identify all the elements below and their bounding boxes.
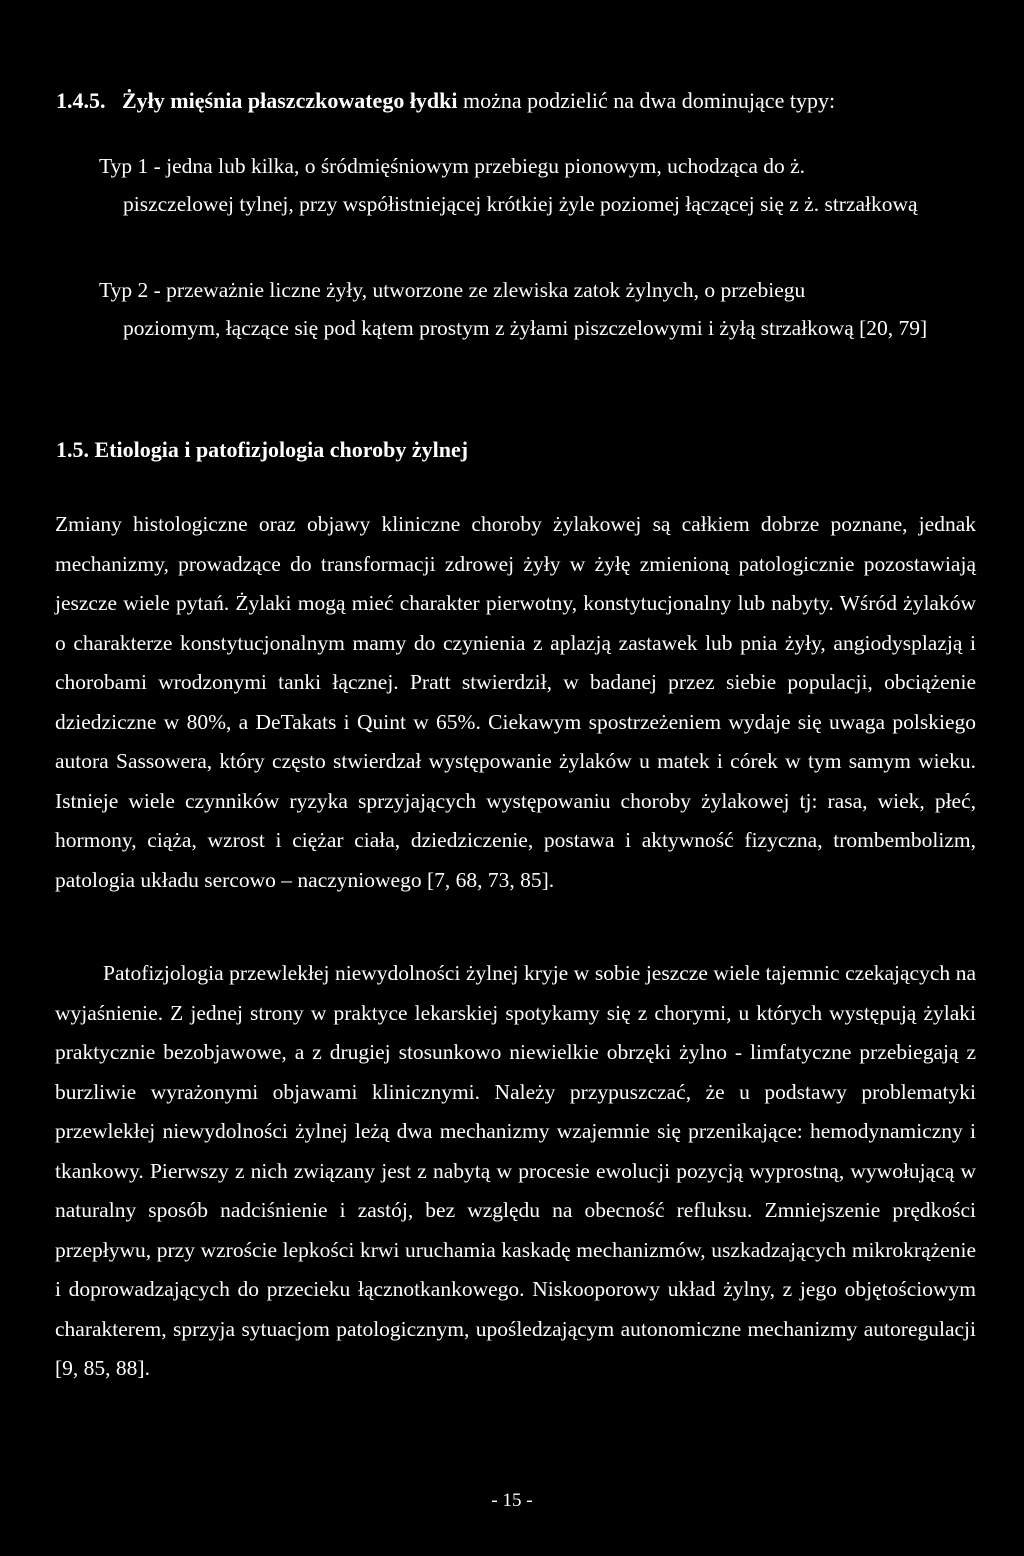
section-title-rest: można podzielić na dwa dominujące typy: bbox=[463, 88, 836, 113]
type-1-lead: Typ 1 - jedna lub kilka, o śródmięśniowym przebiegu pionowym, uchodząca do ż. bbox=[99, 154, 806, 178]
section-number: 1.4.5. bbox=[56, 88, 106, 113]
paragraph-pathophysiology: Patofizjologia przewlekłej niewydolności żylnej kryje w sobie jeszcze wiele tajemnic czekających na wyjaśnienie. Z jednej strony w praktyce lekarskiej spotykamy się z chorymi, u których występują żylaki praktycznie bezobjawowe, a z drugiej stosunkowo niewielkie obrzęki żylno - limfatyczne przebiegają z burzliwie wyrażonymi objawami klinicznymi. Należy przypuszczać, że u podstawy problematyki przewlekłej niewydolności żylnej leżą dwa mechanizmy wzajemnie się przenikające: hemodynamiczny i tkankowy. Pierwszy z nich związany jest z nabytą w procesie ewolucji pozycją wyprostną, wywołującą w naturalny sposób nadciśnienie i zastój, bez względu na obecność refluksu. Zmniejszenie prędkości przepływu, przy wzroście lepkości krwi uruchamia kaskadę mechanizmów, uszkadzających mikrokrążenie i doprowadzających do przecieku łącznotkankowego. Niskooporowy układ żylny, z jego objętościowym charakterem, sprzyja sytuacjom patologicznym, upośledzającym autonomiczne mechanizmy autoregulacji [9, 85, 88]. bbox=[55, 961, 976, 1380]
page-number: - 15 - bbox=[491, 1490, 533, 1511]
type-2-lead: Typ 2 - przeważnie liczne żyły, utworzone ze zlewiska zatok żylnych, o przebiegu bbox=[99, 278, 806, 302]
section-heading-1-5: 1.5. Etiologia i patofizjologia choroby żylnej bbox=[56, 437, 469, 462]
paragraph-etiology bbox=[55, 505, 976, 900]
section-heading-1-4-5 bbox=[56, 86, 966, 116]
type-1-description bbox=[99, 147, 971, 223]
type-2-continuation: poziomym, łączące się pod kątem prostym z żyłami piszczelowymi i żyłą strzałkową [20, 79] bbox=[123, 316, 928, 340]
type-1-continuation: piszczelowej tylnej, przy współistniejącej krótkiej żyle poziomej łączącej się z ż. strzałkową bbox=[123, 192, 918, 216]
paragraph-etiology-text: Zmiany histologiczne oraz objawy kliniczne choroby żylakowej są całkiem dobrze poznane, jednak mechanizmy, prowadzące do transformacji zdrowej żyły w żyłę zmienioną patologicznie pozostawiają jeszcze wiele pytań. Żylaki mogą mieć charakter pierwotny, konstytucjonalny lub nabyty. Wśród żylaków o charakterze konstytucjonalnym mamy do czynienia z aplazją zastawek lub pnia żyły, angiodysplazją i chorobami wrodzonymi tanki łącznej. Pratt stwierdził, w badanej przez siebie populacji, obciążenie dziedziczne w 80%, a DeTakats i Quint w 65%. Ciekawym spostrzeżeniem wydaje się uwaga polskiego autora Sassowera, który często stwierdzał występowanie żylaków u matek i córek w tym samym wieku. Istnieje wiele czynników ryzyka sprzyjających występowaniu choroby żylakowej tj: rasa, wiek, płeć, hormony, ciąża, wzrost i ciężar ciała, dziedziczenie, postawa i aktywność fizyczna, trombembolizm, patologia układu sercowo – naczyniowego [7, 68, 73, 85]. bbox=[55, 512, 976, 892]
section-title-bold: Żyły mięśnia płaszczkowatego łydki bbox=[122, 88, 458, 113]
type-2-description bbox=[99, 271, 971, 347]
